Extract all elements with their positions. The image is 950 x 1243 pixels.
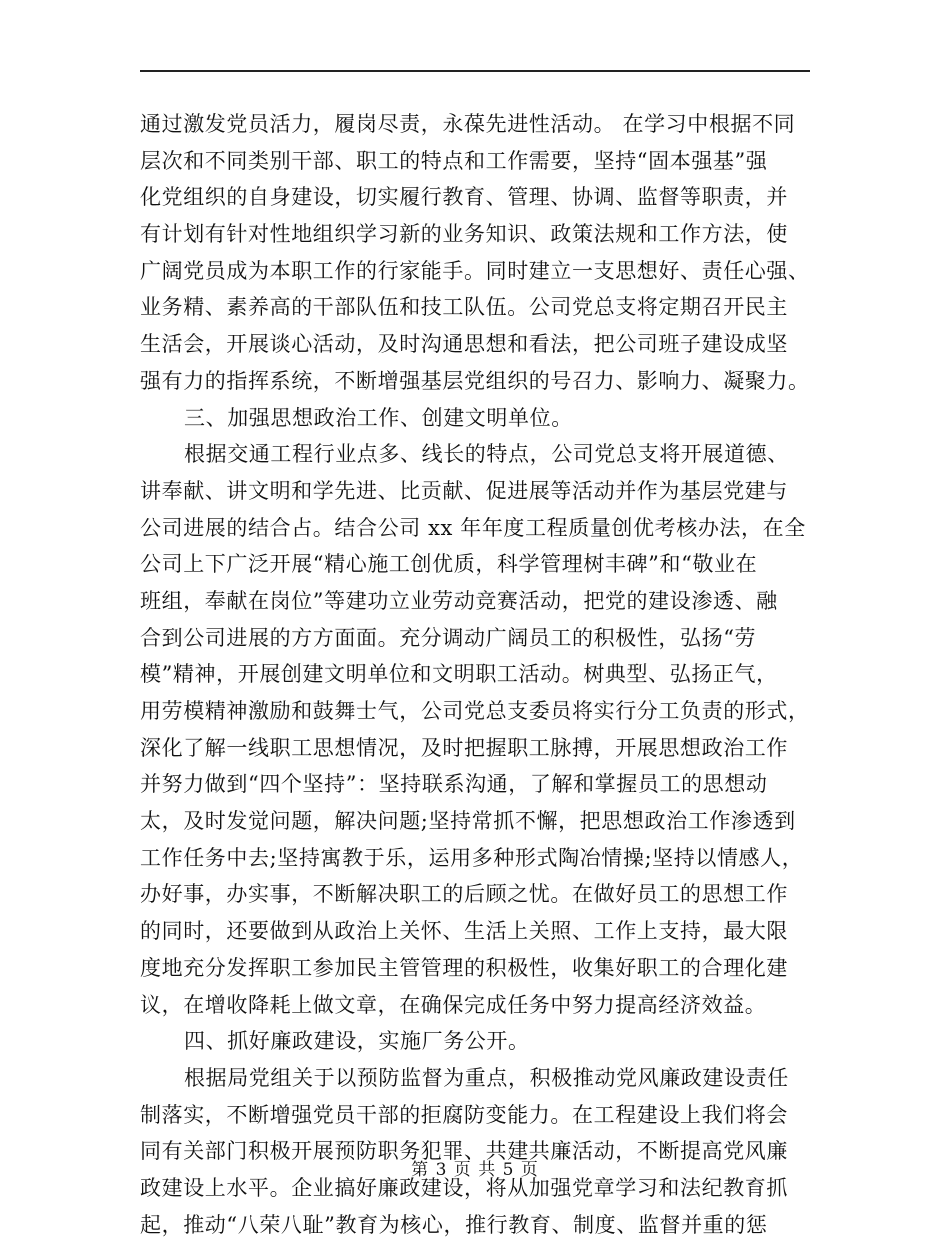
- text-line: 合到公司进展的方方面面。充分调动广阔员工的积极性，弘扬“劳: [140, 625, 757, 650]
- header-rule: [140, 70, 810, 72]
- text-line: 业务精、素养高的干部队伍和技工队伍。公司党总支将定期召开民主: [140, 295, 788, 320]
- text-line: 公司上下广泛开展“精心施工创优质，科学管理树丰碑”和“敬业在: [140, 552, 758, 577]
- body-text: [140, 106, 812, 1243]
- text-line: 度地充分发挥职工参加民主管管理的积极性，收集好职工的合理化建: [140, 955, 788, 980]
- text-line: 深化了解一线职工思想情况，及时把握职工脉搏，开展思想政治工作: [140, 735, 788, 760]
- text-line: 讲奉献、讲文明和学先进、比贡献、促进展等活动并作为基层党建与: [140, 478, 788, 503]
- text-line: 办好事，办实事，不断解决职工的后顾之忧。在做好员工的思想工作: [140, 882, 788, 907]
- text-line: 班组，奉献在岗位”等建功立业劳动竞赛活动，把党的建设渗透、融: [140, 588, 778, 613]
- text-line: 三、加强思想政治工作、创建文明单位。: [184, 405, 573, 430]
- text-line: 起，推动“八荣八耻”教育为核心，推行教育、制度、监督并重的惩: [140, 1212, 768, 1237]
- text-line: 生活会，开展谈心活动，及时沟通思想和看法，把公司班子建设成坚: [140, 332, 788, 357]
- text-line: 模”精神，开展创建文明单位和文明职工活动。树典型、弘扬正气，: [140, 662, 778, 687]
- text-line: 并努力做到“四个坚持”：坚持联系沟通，了解和掌握员工的思想动: [140, 772, 768, 797]
- text-line: 的同时，还要做到从政治上关怀、生活上关照、工作上支持，最大限: [140, 919, 788, 944]
- text-line: 太，及时发觉问题，解决问题;坚持常抓不懈，把思想政治工作渗透到: [140, 809, 796, 834]
- text-line: 强有力的指挥系统，不断增强基层党组织的号召力、影响力、凝聚力。: [140, 368, 810, 393]
- text-line: 根据交通工程行业点多、线长的特点，公司党总支将开展道德、: [184, 442, 789, 467]
- text-line: 根据局党组关于以预防监督为重点，积极推动党风廉政建设责任: [184, 1065, 789, 1090]
- text-line: 有计划有针对性地组织学习新的业务知识、政策法规和工作方法，使: [140, 222, 788, 247]
- text-line: 工作任务中去;坚持寓教于乐，运用多种形式陶冶情操;坚持以情感人，: [140, 845, 804, 870]
- text-line: 层次和不同类别干部、职工的特点和工作需要，坚持“固本强基”强: [140, 148, 768, 173]
- text-line: 广阔党员成为本职工作的行家能手。同时建立一支思想好、责任心强、: [140, 258, 810, 283]
- text-line: 用劳模精神激励和鼓舞士气，公司党总支委员将实行分工负责的形式，: [140, 699, 810, 723]
- text-line: 四、抓好廉政建设，实施厂务公开。: [184, 1029, 530, 1054]
- text-line: 政建设上水平。企业搞好廉政建设，将从加强党章学习和法纪教育抓: [140, 1175, 788, 1200]
- page-number-footer: 第 3 页 共 5 页: [411, 1160, 539, 1180]
- text-line: 议，在增收降耗上做文章，在确保完成任务中努力提高经济效益。: [140, 992, 767, 1017]
- text-line: 公司进展的结合占。结合公司 xx 年年度工程质量创优考核办法，在全: [140, 515, 806, 540]
- text-line: 同有关部门积极开展预防职务犯罪、共建共廉活动，不断提高党风廉: [140, 1139, 788, 1164]
- text-line: 通过激发党员活力，履岗尽责，永葆先进性活动。 在学习中根据不同: [140, 112, 796, 136]
- text-line: 制落实，不断增强党员干部的拒腐防变能力。在工程建设上我们将会: [140, 1102, 788, 1127]
- text-line: 化党组织的自身建设，切实履行教育、管理、协调、监督等职责，并: [140, 185, 788, 210]
